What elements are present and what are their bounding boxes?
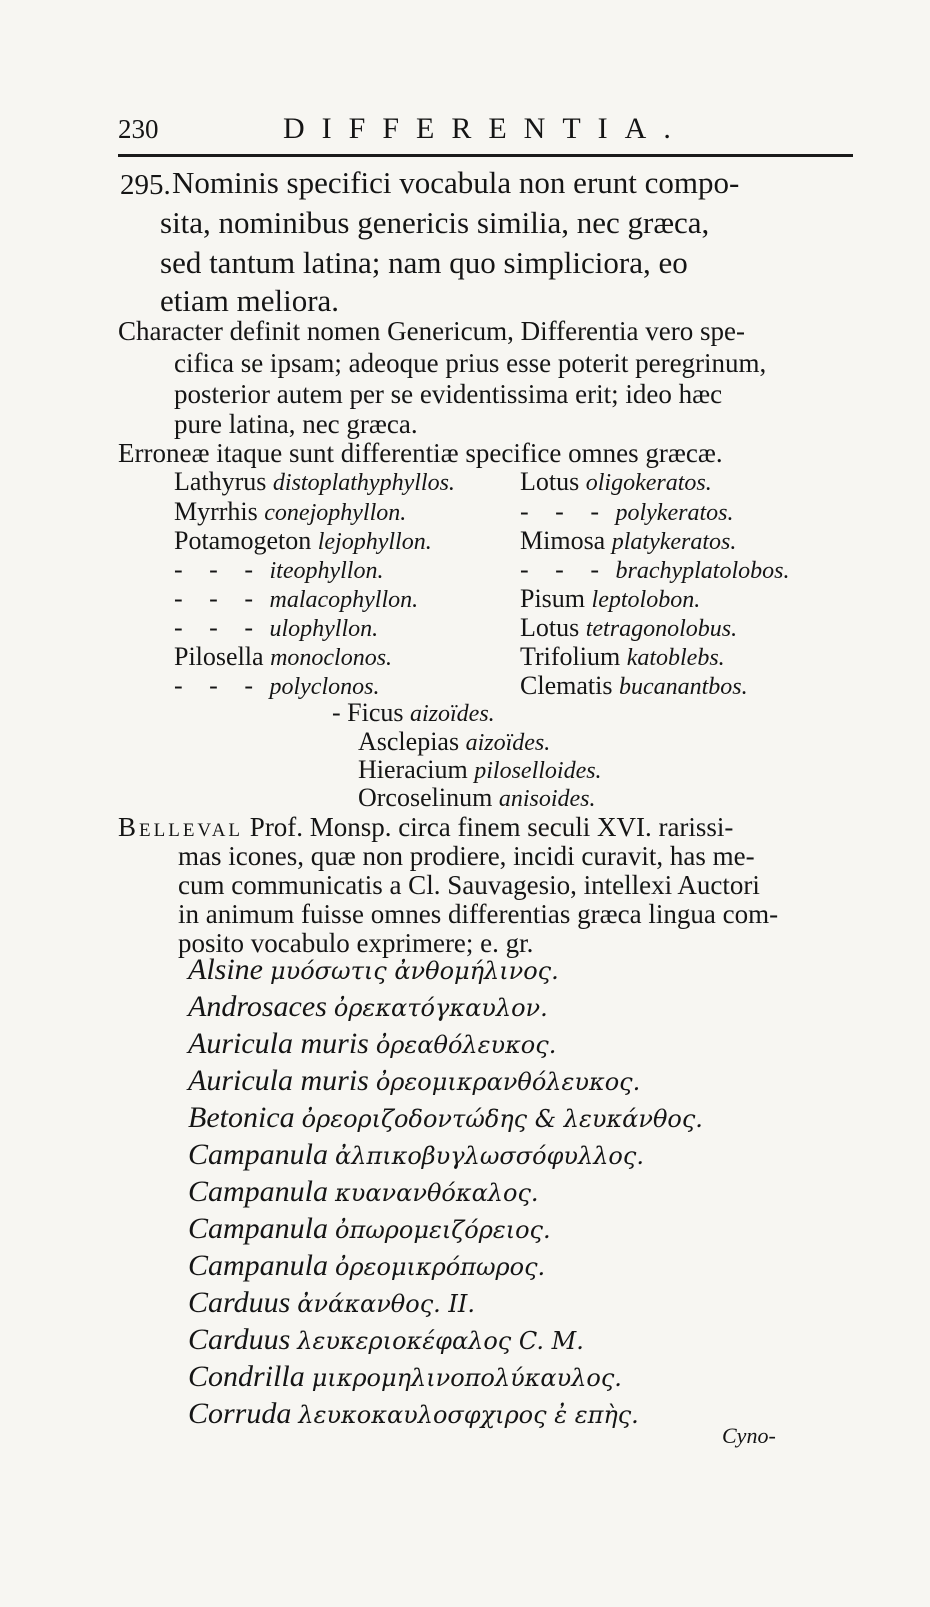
greek-entry-name: ἀνάκανθος. II. <box>297 1290 475 1318</box>
author-name: Belleval <box>118 812 244 842</box>
example-genus: Lotus <box>520 467 580 496</box>
commentary-line: Character definit nomen Genericum, Differentia vero spe- <box>118 316 745 346</box>
example-genus: Lotus <box>520 613 580 642</box>
example-epithet: conejophyllon. <box>264 500 407 526</box>
belleval-text: Prof. Monsp. circa finem seculi XVI. rarissi- <box>243 812 734 842</box>
greek-entry <box>188 1138 644 1173</box>
example-epithet: tetragonolobus. <box>585 616 738 642</box>
example-epithet: lejophyllon. <box>317 529 432 555</box>
greek-entry <box>188 1101 703 1136</box>
example-epithet: piloselloides. <box>474 758 602 784</box>
example-genus: Lathyrus <box>174 467 267 496</box>
example-entry <box>520 526 736 557</box>
belleval-line <box>118 811 733 843</box>
greek-entry <box>188 990 548 1025</box>
example-entry <box>174 467 455 498</box>
greek-entry-name: μικρομηλινοπολύκαυλος. <box>311 1364 622 1392</box>
example-genus: Trifolium <box>520 642 621 671</box>
greek-entry-name: ὀρεομικρανθόλευκος. <box>375 1068 641 1096</box>
belleval-line: posito vocabulo exprimere; e. gr. <box>178 928 534 958</box>
example-entry <box>174 526 432 557</box>
commentary-line: posterior autem per se evidentissima erit; ideo hæc <box>174 379 723 409</box>
example-genus: Myrrhis <box>174 497 258 526</box>
example-entry <box>520 467 712 498</box>
greek-entry-name: μυόσωτις ἀνθομήλινος. <box>270 957 559 985</box>
aphorism-line: etiam meliora. <box>160 283 340 318</box>
example-epithet: anisoides. <box>498 786 596 812</box>
example-entry <box>520 671 748 702</box>
example-genus: Pisum <box>520 584 586 613</box>
example-epithet: aizoïdes. <box>410 701 495 727</box>
example-entry <box>520 613 737 644</box>
example-epithet: leptolobon. <box>591 587 701 613</box>
example-genus: Clematis <box>520 671 613 700</box>
belleval-line: in animum fuisse omnes differentias græca lingua com- <box>178 899 779 929</box>
example-epithet: distoplathyphyllos. <box>272 470 455 496</box>
greek-entry-genus: Androsaces <box>188 990 327 1023</box>
greek-entry-genus: Auricula muris <box>188 1064 369 1097</box>
example-genus: Mimosa <box>520 526 606 555</box>
greek-entry-name: ὀπωρομειζόρειος. <box>335 1216 551 1244</box>
example-epithet: aizoïdes. <box>465 730 551 756</box>
greek-entry-name: ὀρεκατόγκαυλον. <box>333 994 548 1022</box>
greek-entry-genus: Campanula <box>188 1249 329 1282</box>
greek-entry-genus: Alsine <box>188 953 263 986</box>
greek-entry-name: ὀρεαθόλευκος. <box>375 1031 557 1059</box>
example-epithet: ulophyllon. <box>269 616 379 642</box>
example-genus: Hieracium <box>358 755 468 784</box>
greek-entry-name: κυανανθόκαλος. <box>335 1179 539 1207</box>
greek-entry-name: ἀλπικοβυγλωσσόφυλλος. <box>335 1142 644 1170</box>
commentary-line: pure latina, nec græca. <box>174 409 418 439</box>
running-title: DIFFERENTIA. <box>283 112 688 145</box>
example-epithet: polyclonos. <box>269 674 380 700</box>
example-genus: - - - <box>174 584 263 613</box>
greek-entry <box>188 1397 639 1432</box>
example-genus: - - - <box>174 555 263 584</box>
greek-entry-name: ὀρεοριζοδοντώδης & λευκάνθος. <box>301 1105 703 1133</box>
greek-entry <box>188 953 559 988</box>
example-entry <box>358 755 602 786</box>
greek-entry <box>188 1286 475 1321</box>
greek-entry <box>188 1175 539 1210</box>
page-number: 230 <box>118 114 159 144</box>
greek-entry-genus: Campanula <box>188 1175 329 1208</box>
example-epithet: polykeratos. <box>615 500 734 526</box>
greek-entry-genus: Campanula <box>188 1212 329 1245</box>
example-entry <box>174 613 378 644</box>
example-entry <box>174 497 406 528</box>
example-entry <box>174 555 383 586</box>
example-entry <box>520 642 725 673</box>
page-header <box>118 112 858 152</box>
belleval-line: mas icones, quæ non prodiere, incidi curavit, has me- <box>178 841 755 871</box>
example-genus: - - - <box>520 555 609 584</box>
example-epithet: oligokeratos. <box>585 470 712 496</box>
aphorism-line: Nominis specifici vocabula non erunt compo- <box>172 165 740 200</box>
aphorism-line: sita, nominibus genericis similia, nec græca, <box>160 205 710 240</box>
example-genus: Potamogeton <box>174 526 312 555</box>
example-epithet: bucanantbos. <box>618 674 748 700</box>
example-entry <box>520 497 733 528</box>
greek-entry-genus: Campanula <box>188 1138 329 1171</box>
greek-entry-genus: Betonica <box>188 1101 295 1134</box>
greek-entry <box>188 1249 545 1284</box>
example-genus: Pilosella <box>174 642 264 671</box>
section-number: 295. <box>120 169 171 201</box>
greek-entry-name: ὀρεομικρόπωρος. <box>335 1253 546 1281</box>
example-genus: - - - <box>174 671 263 700</box>
example-entry <box>520 584 700 615</box>
example-entry <box>520 555 789 586</box>
commentary-line: cifica se ipsam; adeoque prius esse poterit peregrinum, <box>174 348 767 378</box>
example-entry <box>332 698 495 729</box>
greek-entry-genus: Auricula muris <box>188 1027 369 1060</box>
greek-entry <box>188 1027 556 1062</box>
greek-entry-genus: Carduus <box>188 1323 291 1356</box>
greek-entry-name: λευκεριοκέφαλος C. M. <box>297 1327 584 1355</box>
example-entry <box>174 642 392 673</box>
greek-entry-genus: Condrilla <box>188 1360 305 1393</box>
example-entry <box>174 584 418 615</box>
example-epithet: katoblebs. <box>626 645 725 671</box>
greek-entry <box>188 1360 622 1395</box>
example-genus: - Ficus <box>332 698 404 727</box>
example-epithet: malacophyllon. <box>269 587 419 613</box>
example-epithet: brachyplatolobos. <box>615 558 790 584</box>
greek-entry <box>188 1323 584 1358</box>
greek-entry-name: λευκοκαυλοσφχιρος ἐ επὴς. <box>298 1401 639 1429</box>
example-genus: Orcoselinum <box>358 783 493 812</box>
example-entry <box>358 783 595 814</box>
example-epithet: iteophyllon. <box>269 558 384 584</box>
greek-entry <box>188 1212 551 1247</box>
header-rule <box>118 154 853 157</box>
greek-entry <box>188 1064 640 1099</box>
belleval-line: cum communicatis a Cl. Sauvagesio, intellexi Auctori <box>178 870 760 900</box>
example-epithet: monoclonos. <box>270 645 393 671</box>
erroneae-line: Erroneæ itaque sunt differentiæ specifice omnes græcæ. <box>118 438 723 468</box>
example-entry <box>358 727 550 758</box>
example-epithet: platykeratos. <box>611 529 737 555</box>
example-genus: Asclepias <box>358 727 460 756</box>
example-genus: - - - <box>174 613 263 642</box>
aphorism-line: sed tantum latina; nam quo simpliciora, eo <box>160 245 688 280</box>
greek-entry-genus: Carduus <box>188 1286 291 1319</box>
example-genus: - - - <box>520 497 609 526</box>
catchword: Cyno- <box>722 1423 776 1448</box>
greek-entry-genus: Corruda <box>188 1397 292 1430</box>
